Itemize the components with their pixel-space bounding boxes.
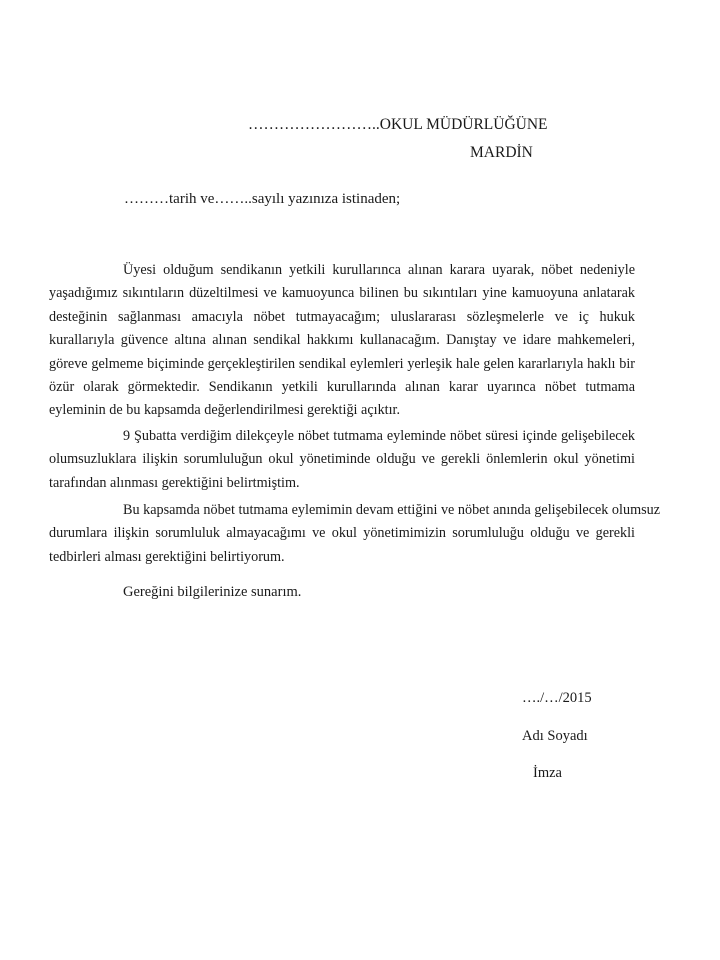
name-label: Adı Soyadı <box>522 728 588 744</box>
paragraph-line: Üyesi olduğum sendikanın yetkili kurullarınca alınan karara uyarak, nöbet nedeniyle <box>123 262 635 278</box>
paragraph-line: 9 Şubatta verdiğim dilekçeyle nöbet tutmama eyleminde nöbet süresi içinde gelişebilecek <box>123 428 635 444</box>
body-paragraph-3 <box>49 499 661 569</box>
paragraph-line: kurallarıyla güvence altına alınan sendikal hakkımı kullanacağım. Danıştay ve idare mahkemeleri, <box>49 332 635 349</box>
date-field: …./…/2015 <box>522 690 592 706</box>
paragraph-line: göreve gelmeme biçiminde gerçekleştirilen sendikal eylemleri yerleşik hale gelen kararlarıyla haklı bir <box>49 355 635 372</box>
paragraph-line: olumsuzluklara ilişkin sorumluluğun okul yönetiminde olduğu ve gerekli önlemlerin okul yönetimi <box>49 451 635 468</box>
paragraph-line: eyleminin de bu kapsamda değerlendirilmesi gerektiği açıktır. <box>49 402 401 419</box>
paragraph-line: yaşadığımız sıkıntıların düzeltilmesi ve kamuoyunca bilinen bu sıkıntıları yine kamuoyuna anlatarak <box>49 285 635 302</box>
paragraph-line: tarafından alınması gerektiğini belirtmiştim. <box>49 474 300 491</box>
paragraph-line: desteğinin sağlanması amacıyla nöbet tutmayacağım; uluslararası sözleşmelerle ve iç hukuk <box>49 308 635 325</box>
reference-line: ………tarih ve……..sayılı yazınıza istinaden; <box>124 191 401 207</box>
body-paragraph-1 <box>49 259 635 423</box>
body-paragraph-2 <box>49 425 635 495</box>
recipient-city: MARDİN <box>470 144 533 161</box>
paragraph-line: durumlara ilişkin sorumluluk almayacağımı ve okul yönetimimizin sorumluluğu olduğu ve gerekli <box>49 525 635 542</box>
signature-label: İmza <box>533 765 562 781</box>
paragraph-line: Bu kapsamda nöbet tutmama eylemimin devam ettiğini ve nöbet anında gelişebilecek olumsuz <box>123 502 661 518</box>
paragraph-line: özür olarak görmektedir. Sendikanın yetkili kurullarında alınan karar uyarınca nöbet tutmama <box>49 379 635 396</box>
closing-line: Gereğini bilgilerinize sunarım. <box>123 584 302 600</box>
paragraph-line: tedbirleri alması gerektiğini belirtiyorum. <box>49 548 285 565</box>
recipient-heading: ……………………..OKUL MÜDÜRLÜĞÜNE <box>248 116 548 133</box>
